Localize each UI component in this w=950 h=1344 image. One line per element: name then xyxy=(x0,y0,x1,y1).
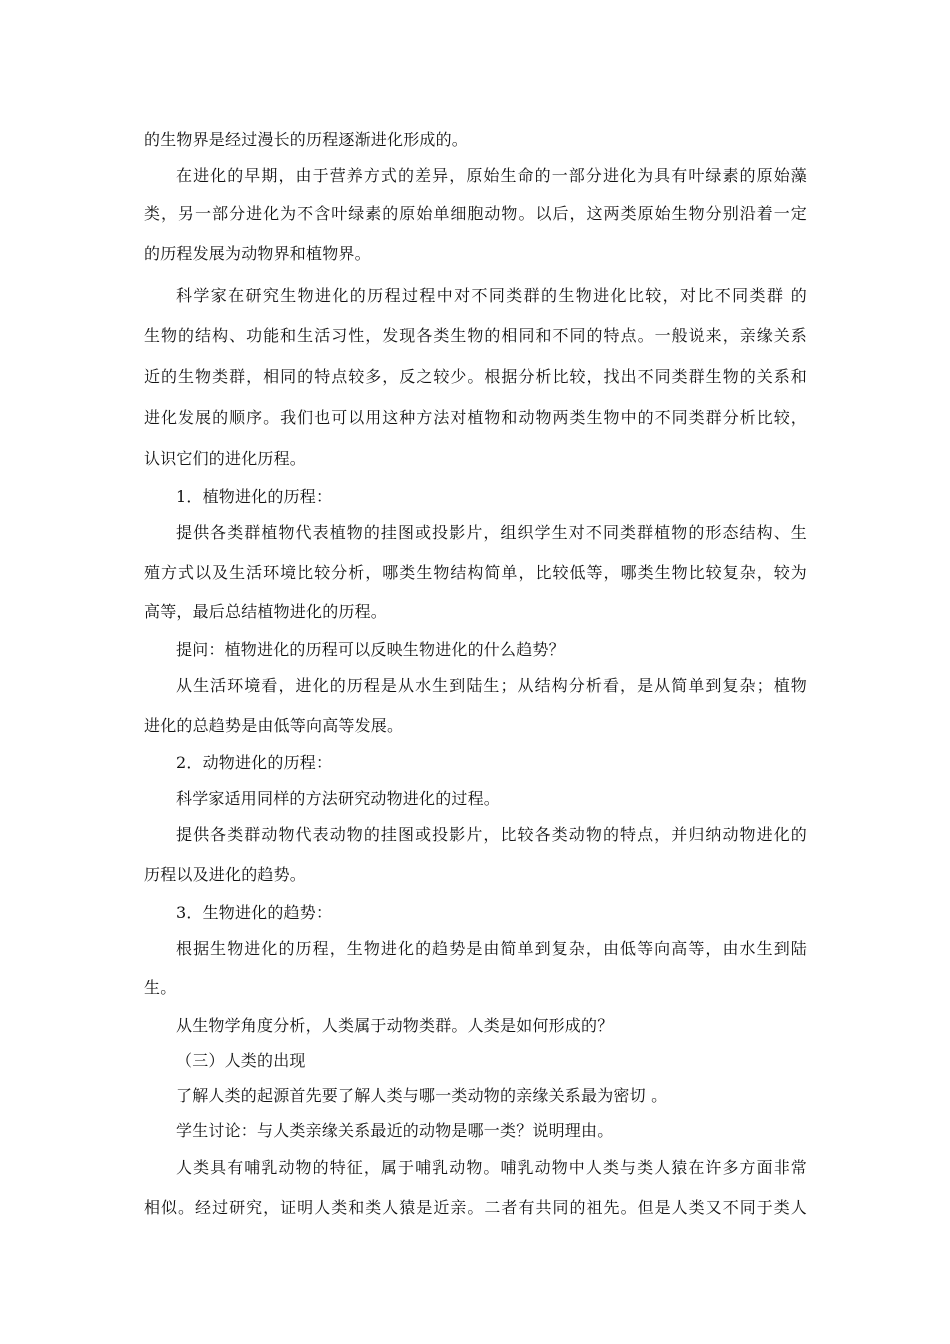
text-line: 生物的结构、功能和生活习性，发现各类生物的相同和不同的特点。一般说来，亲缘关系 xyxy=(144,326,807,345)
text-line: 类，另一部分进化为不含叶绿素的原始单细胞动物。以后，这两类原始生物分别沿着一定 xyxy=(144,204,807,223)
section-heading: 2．动物进化的历程： xyxy=(176,753,333,772)
text-line: 进化发展的顺序。我们也可以用这种方法对植物和动物两类生物中的不同类群分析比较， xyxy=(144,408,807,427)
text-line: 高等，最后总结植物进化的历程。 xyxy=(144,602,388,621)
text-line: 提问：植物进化的历程可以反映生物进化的什么趋势？ xyxy=(176,640,565,659)
text-line: 进化的总趋势是由低等向高等发展。 xyxy=(144,716,404,735)
text-line: 的历程发展为动物界和植物界。 xyxy=(144,244,371,263)
section-heading: 3．生物进化的趋势： xyxy=(176,903,333,922)
text-line: 近的生物类群，相同的特点较多，反之较少。根据分析比较，找出不同类群生物的关系和 xyxy=(144,367,807,386)
text-line: 提供各类群植物代表植物的挂图或投影片，组织学生对不同类群植物的形态结构、生 xyxy=(176,523,807,542)
text-line: 科学家适用同样的方法研究动物进化的过程。 xyxy=(176,789,501,808)
text-line: 殖方式以及生活环境比较分析，哪类生物结构简单，比较低等，哪类生物比较复杂，较为 xyxy=(144,563,807,582)
text-line: 历程以及进化的趋势。 xyxy=(144,865,307,884)
text-line: 根据生物进化的历程，生物进化的趋势是由简单到复杂，由低等向高等，由水生到陆 xyxy=(176,939,807,958)
text-line: 相似。经过研究，证明人类和类人猿是近亲。二者有共同的祖先。但是人类又不同于类人 xyxy=(144,1198,807,1217)
text-line: 科学家在研究生物进化的历程过程中对不同类群的生物进化比较，对比不同类群 的 xyxy=(176,286,807,305)
text-line: 学生讨论：与人类亲缘关系最近的动物是哪一类？说明理由。 xyxy=(176,1121,614,1140)
section-heading: （三）人类的出现 xyxy=(176,1051,306,1070)
text-line: 认识它们的进化历程。 xyxy=(144,449,307,468)
text-line: 从生物学角度分析，人类属于动物类群。人类是如何形成的？ xyxy=(176,1016,614,1035)
text-line: 生。 xyxy=(144,978,177,997)
text-line: 从生活环境看，进化的历程是从水生到陆生；从结构分析看，是从简单到复杂；植物 xyxy=(176,676,807,695)
section-heading: 1．植物进化的历程： xyxy=(176,487,333,506)
text-line: 的生物界是经过漫长的历程逐渐进化形成的。 xyxy=(144,130,469,149)
text-line: 了解人类的起源首先要了解人类与哪一类动物的亲缘关系最为密切 。 xyxy=(176,1086,668,1105)
text-line: 提供各类群动物代表动物的挂图或投影片，比较各类动物的特点，并归纳动物进化的 xyxy=(176,825,807,844)
text-line: 人类具有哺乳动物的特征，属于哺乳动物。哺乳动物中人类与类人猿在许多方面非常 xyxy=(176,1158,807,1177)
text-line: 在进化的早期，由于营养方式的差异，原始生命的一部分进化为具有叶绿素的原始藻 xyxy=(176,166,807,185)
